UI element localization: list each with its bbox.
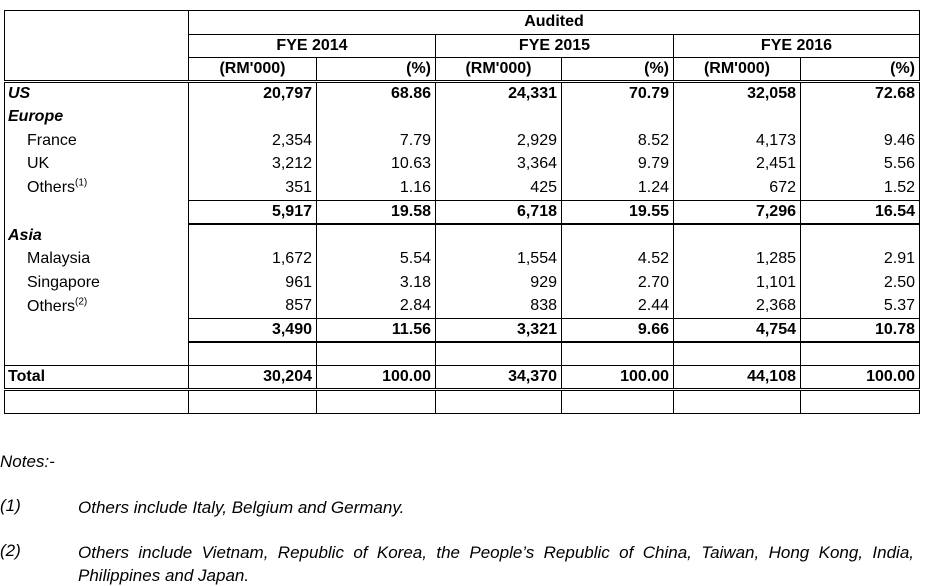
value-cell: 7.79: [317, 129, 436, 153]
value-cell: [674, 342, 801, 366]
value-cell: 2.50: [801, 271, 920, 295]
unit-header: (%): [317, 58, 436, 82]
row-label-cell: UK: [5, 153, 189, 177]
table-row-europe-subtotal: [5, 200, 920, 224]
row-label-cell: Europe: [5, 105, 189, 129]
value-cell: 5.56: [801, 153, 920, 177]
row-label-cell: Malaysia: [5, 247, 189, 271]
value-cell: [436, 105, 562, 129]
value-cell: [189, 224, 317, 248]
value-cell: [801, 224, 920, 248]
note-text: Others include Italy, Belgium and Germany.: [78, 498, 405, 517]
row-label-cell: Asia: [5, 224, 189, 248]
value-cell: 1,101: [674, 271, 801, 295]
header-row-years: [5, 34, 920, 58]
value-cell: 3,364: [436, 153, 562, 177]
unit-header: (%): [801, 58, 920, 82]
unit-header: (%): [562, 58, 674, 82]
value-cell: 857: [189, 295, 317, 319]
table-row: [5, 176, 920, 200]
value-cell: 2.91: [801, 247, 920, 271]
row-label: Others: [27, 297, 76, 315]
value-cell: 2.70: [562, 271, 674, 295]
row-label-cell: [5, 176, 189, 200]
value-cell: 100.00: [562, 366, 674, 390]
table-row-asia-subtotal: [5, 318, 920, 342]
table-body: [5, 11, 920, 414]
table-row: [5, 295, 920, 319]
value-cell: [317, 342, 436, 366]
value-cell: 9.66: [562, 318, 674, 342]
table-row-europe-heading: [5, 105, 920, 129]
unit-header: (RM'000): [189, 58, 317, 82]
footnote-marker: (2): [75, 296, 88, 308]
header-row-units: [5, 58, 920, 82]
value-cell: 10.63: [317, 153, 436, 177]
table-row: [5, 271, 920, 295]
table-row: [5, 247, 920, 271]
table-row-total: [5, 366, 920, 390]
value-cell: 44,108: [674, 366, 801, 390]
value-cell: 11.56: [317, 318, 436, 342]
value-cell: 9.46: [801, 129, 920, 153]
value-cell: 10.78: [801, 318, 920, 342]
note-number: (2): [0, 541, 21, 560]
row-label: Others: [27, 179, 76, 197]
value-cell: 32,058: [674, 82, 801, 106]
value-cell: [674, 390, 801, 414]
header-blank-cell: [5, 58, 189, 82]
row-label-cell: [5, 318, 189, 342]
value-cell: 351: [189, 176, 317, 200]
value-cell: 7,296: [674, 200, 801, 224]
value-cell: 2.84: [317, 295, 436, 319]
value-cell: [801, 390, 920, 414]
value-cell: 5.54: [317, 247, 436, 271]
value-cell: 1.52: [801, 176, 920, 200]
header-blank-cell: [5, 34, 189, 58]
value-cell: 30,204: [189, 366, 317, 390]
value-cell: [562, 390, 674, 414]
year-header: FYE 2016: [674, 34, 920, 58]
row-label-cell: Singapore: [5, 271, 189, 295]
value-cell: 19.58: [317, 200, 436, 224]
year-header: FYE 2015: [436, 34, 674, 58]
value-cell: 4,754: [674, 318, 801, 342]
table-row-us: [5, 82, 920, 106]
row-label-cell: France: [5, 129, 189, 153]
value-cell: 2,354: [189, 129, 317, 153]
table-row-asia-heading: [5, 224, 920, 248]
value-cell: 100.00: [317, 366, 436, 390]
value-cell: 929: [436, 271, 562, 295]
row-label-cell: Total: [5, 366, 189, 390]
header-row-audited: [5, 11, 920, 35]
value-cell: 9.79: [562, 153, 674, 177]
value-cell: 425: [436, 176, 562, 200]
value-cell: 838: [436, 295, 562, 319]
row-label-cell: [5, 342, 189, 366]
note-text: Others include Vietnam, Republic of Korea, the People’s Republic of China, Taiwan, Hong Kong, India, Philippines and Japan.: [78, 543, 914, 585]
row-label-cell: [5, 200, 189, 224]
value-cell: [317, 224, 436, 248]
value-cell: [436, 224, 562, 248]
revenue-by-region-table: [4, 10, 920, 414]
value-cell: [189, 342, 317, 366]
row-label-cell: [5, 295, 189, 319]
value-cell: 5,917: [189, 200, 317, 224]
row-label-cell: US: [5, 82, 189, 106]
value-cell: [189, 390, 317, 414]
value-cell: 2,368: [674, 295, 801, 319]
value-cell: 20,797: [189, 82, 317, 106]
value-cell: [674, 105, 801, 129]
value-cell: 961: [189, 271, 317, 295]
table-row-spacer: [5, 342, 920, 366]
value-cell: 2.44: [562, 295, 674, 319]
value-cell: [436, 342, 562, 366]
value-cell: 19.55: [562, 200, 674, 224]
value-cell: [801, 342, 920, 366]
value-cell: 1,285: [674, 247, 801, 271]
value-cell: 3,212: [189, 153, 317, 177]
value-cell: [562, 224, 674, 248]
value-cell: 4.52: [562, 247, 674, 271]
value-cell: 3,321: [436, 318, 562, 342]
unit-header: (RM'000): [436, 58, 562, 82]
value-cell: [436, 390, 562, 414]
value-cell: 4,173: [674, 129, 801, 153]
value-cell: 672: [674, 176, 801, 200]
value-cell: 1.16: [317, 176, 436, 200]
value-cell: [674, 224, 801, 248]
value-cell: [317, 105, 436, 129]
year-header: FYE 2014: [189, 34, 436, 58]
value-cell: 2,929: [436, 129, 562, 153]
note-number: (1): [0, 496, 21, 515]
value-cell: 24,331: [436, 82, 562, 106]
value-cell: [317, 390, 436, 414]
value-cell: 72.68: [801, 82, 920, 106]
value-cell: 16.54: [801, 200, 920, 224]
notes-title: Notes:-: [0, 452, 55, 471]
value-cell: 3,490: [189, 318, 317, 342]
value-cell: [562, 105, 674, 129]
value-cell: 34,370: [436, 366, 562, 390]
value-cell: 8.52: [562, 129, 674, 153]
value-cell: 2,451: [674, 153, 801, 177]
table-row: [5, 129, 920, 153]
value-cell: [189, 105, 317, 129]
value-cell: 1,672: [189, 247, 317, 271]
value-cell: 68.86: [317, 82, 436, 106]
value-cell: 1,554: [436, 247, 562, 271]
value-cell: 5.37: [801, 295, 920, 319]
row-label-cell: [5, 390, 189, 414]
value-cell: 3.18: [317, 271, 436, 295]
table-row: [5, 153, 920, 177]
value-cell: 70.79: [562, 82, 674, 106]
value-cell: 100.00: [801, 366, 920, 390]
value-cell: 1.24: [562, 176, 674, 200]
unit-header: (RM'000): [674, 58, 801, 82]
value-cell: [562, 342, 674, 366]
footnote-marker: (1): [75, 177, 88, 189]
table-row-trailing: [5, 390, 920, 414]
header-blank-cell: [5, 11, 189, 35]
value-cell: [801, 105, 920, 129]
value-cell: 6,718: [436, 200, 562, 224]
audited-header: Audited: [189, 11, 920, 35]
